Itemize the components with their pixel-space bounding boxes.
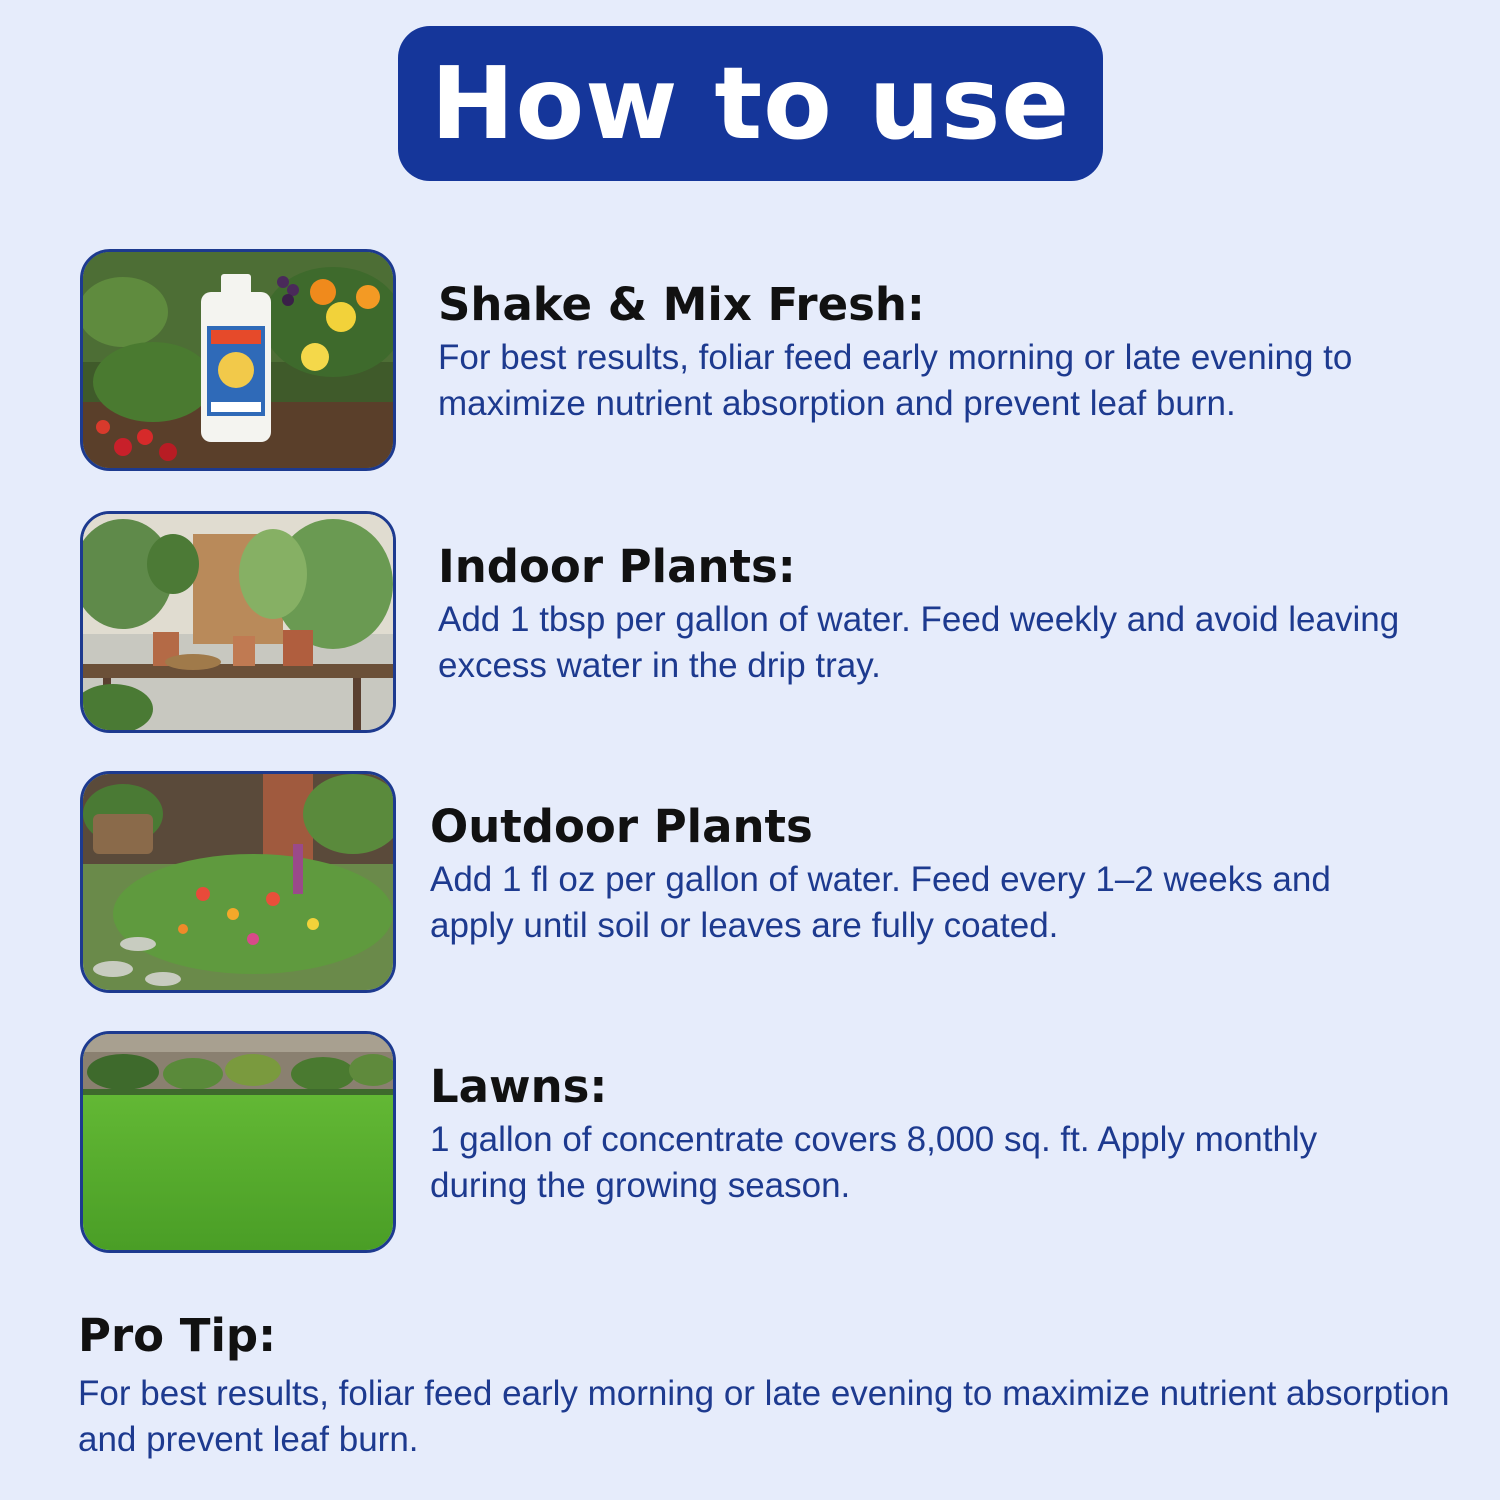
step-heading: Shake & Mix Fresh: (438, 278, 925, 331)
step-outdoor-plants (80, 771, 1480, 993)
step-body: For best results, foliar feed early morning or late evening to maximize nutrient absorption and prevent leaf burn. (438, 338, 1353, 424)
step-indoor-plants (80, 511, 1480, 733)
step-body: Add 1 tbsp per gallon of water. Feed weekly and avoid leaving excess water in the drip tray. (438, 600, 1400, 686)
outdoor-flower-garden-photo (80, 771, 396, 993)
step-heading: Indoor Plants: (438, 540, 796, 593)
indoor-potted-plants-photo (80, 511, 396, 733)
pro-tip (78, 1306, 1458, 1463)
title-banner (398, 26, 1103, 181)
step-body: Add 1 fl oz per gallon of water. Feed every 1–2 weeks and apply until soil or leaves are fully coated. (430, 860, 1331, 946)
step-heading: Outdoor Plants (430, 800, 813, 853)
step-body: 1 gallon of concentrate covers 8,000 sq. ft. Apply monthly during the growing season. (430, 1120, 1318, 1206)
pro-tip-body: For best results, foliar feed early morning or late evening to maximize nutrient absorption and prevent leaf burn. (78, 1373, 1450, 1459)
fertilizer-bottle-garden-photo (80, 249, 396, 471)
page-title: How to use (430, 44, 1071, 162)
green-lawn-photo (80, 1031, 396, 1253)
step-lawns (80, 1031, 1480, 1253)
step-shake-mix (80, 249, 1480, 471)
pro-tip-heading: Pro Tip: (78, 1309, 277, 1362)
step-heading: Lawns: (430, 1060, 608, 1113)
